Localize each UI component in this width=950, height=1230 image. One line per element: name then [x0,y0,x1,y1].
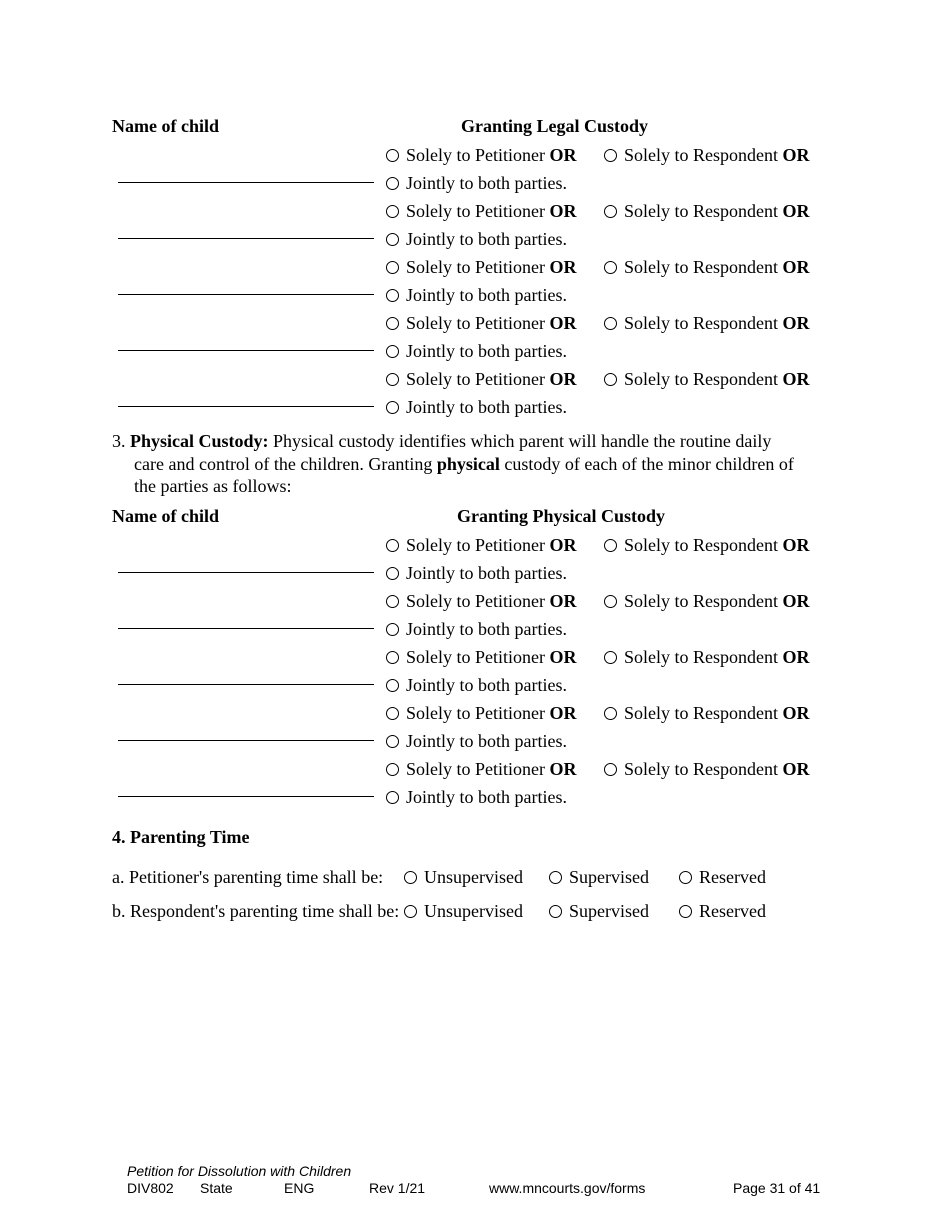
radio-icon[interactable] [604,763,617,776]
legal-solely-petitioner-option-5[interactable]: Solely to Petitioner OR [386,369,577,390]
radio-icon[interactable] [386,791,399,804]
radio-icon[interactable] [604,149,617,162]
radio-icon[interactable] [679,905,692,918]
petitioner-parenting-time-label: a. Petitioner's parenting time shall be: [112,867,384,887]
intro-text-a: Physical custody identifies which parent will handle the routine daily [268,431,772,451]
radio-icon[interactable] [604,261,617,274]
physical-solely-respondent-option-5[interactable]: Solely to Respondent OR [604,759,810,780]
legal-solely-respondent-option-2[interactable]: Solely to Respondent OR [604,201,810,222]
parenting-time-heading: 4. Parenting Time [112,827,250,847]
legal-jointly-option-3[interactable]: Jointly to both parties. [386,285,567,306]
footer-website[interactable]: www.mncourts.gov/forms [489,1180,646,1196]
intro-bold: Physical Custody: [130,431,269,451]
radio-icon[interactable] [386,317,399,330]
physical-solely-respondent-option-2[interactable]: Solely to Respondent OR [604,591,810,612]
respondent-reserved-option[interactable]: Reserved [679,901,766,922]
radio-icon[interactable] [404,905,417,918]
legal-solely-respondent-option-1[interactable]: Solely to Respondent OR [604,145,810,166]
legal-jointly-option-2[interactable]: Jointly to both parties. [386,229,567,250]
radio-icon[interactable] [386,539,399,552]
physical-jointly-option-4[interactable]: Jointly to both parties. [386,731,567,752]
footer-form-id: DIV802 [127,1180,174,1196]
legal-custody-header: Granting Legal Custody [461,116,649,136]
radio-icon[interactable] [386,373,399,386]
intro-number: 3. [112,431,126,451]
radio-icon[interactable] [386,149,399,162]
radio-icon[interactable] [549,871,562,884]
intro-text-c: custody of each of the minor children of [499,453,794,474]
petitioner-supervised-option[interactable]: Supervised [549,867,649,888]
legal-child-name-field-4[interactable] [118,350,374,351]
physical-jointly-option-3[interactable]: Jointly to both parties. [386,675,567,696]
physical-solely-petitioner-option-4[interactable]: Solely to Petitioner OR [386,703,577,724]
physical-custody-intro [112,430,832,498]
petitioner-unsupervised-option[interactable]: Unsupervised [404,867,523,888]
physical-jointly-option-2[interactable]: Jointly to both parties. [386,619,567,640]
radio-icon[interactable] [386,177,399,190]
physical-jointly-option-1[interactable]: Jointly to both parties. [386,563,567,584]
footer-jurisdiction: State [200,1180,233,1196]
footer-title: Petition for Dissolution with Children [127,1163,352,1179]
physical-solely-petitioner-option-3[interactable]: Solely to Petitioner OR [386,647,577,668]
respondent-supervised-option[interactable]: Supervised [549,901,649,922]
physical-name-of-child-header: Name of child [112,506,219,526]
radio-icon[interactable] [404,871,417,884]
radio-icon[interactable] [386,261,399,274]
legal-solely-respondent-option-3[interactable]: Solely to Respondent OR [604,257,810,278]
radio-icon[interactable] [604,707,617,720]
physical-solely-respondent-option-4[interactable]: Solely to Respondent OR [604,703,810,724]
respondent-unsupervised-option[interactable]: Unsupervised [404,901,523,922]
footer-page-number: Page 31 of 41 [733,1180,821,1196]
legal-solely-respondent-option-4[interactable]: Solely to Respondent OR [604,313,810,334]
physical-solely-respondent-option-3[interactable]: Solely to Respondent OR [604,647,810,668]
legal-solely-petitioner-option-1[interactable]: Solely to Petitioner OR [386,145,577,166]
physical-custody-header: Granting Physical Custody [457,506,666,526]
radio-icon[interactable] [679,871,692,884]
radio-icon[interactable] [604,317,617,330]
physical-child-name-field-4[interactable] [118,740,374,741]
respondent-parenting-time-label: b. Respondent's parenting time shall be: [112,901,400,921]
legal-solely-petitioner-option-4[interactable]: Solely to Petitioner OR [386,313,577,334]
radio-icon[interactable] [604,205,617,218]
intro-text-d: the parties as follows: [134,476,292,496]
intro-bold-2: physical [436,453,500,474]
physical-jointly-option-5[interactable]: Jointly to both parties. [386,787,567,808]
physical-solely-petitioner-option-1[interactable]: Solely to Petitioner OR [386,535,577,556]
physical-solely-petitioner-option-2[interactable]: Solely to Petitioner OR [386,591,577,612]
intro-text-b: care and control of the children. Granting [134,453,437,474]
radio-icon[interactable] [386,289,399,302]
physical-solely-petitioner-option-5[interactable]: Solely to Petitioner OR [386,759,577,780]
legal-name-of-child-header: Name of child [112,116,219,136]
petitioner-reserved-option[interactable]: Reserved [679,867,766,888]
legal-child-name-field-3[interactable] [118,294,374,295]
legal-jointly-option-4[interactable]: Jointly to both parties. [386,341,567,362]
radio-icon[interactable] [604,373,617,386]
physical-child-name-field-5[interactable] [118,796,374,797]
legal-solely-petitioner-option-3[interactable]: Solely to Petitioner OR [386,257,577,278]
radio-icon[interactable] [386,735,399,748]
footer-revision: Rev 1/21 [369,1180,426,1196]
physical-child-name-field-1[interactable] [118,572,374,573]
legal-jointly-option-1[interactable]: Jointly to both parties. [386,173,567,194]
radio-icon[interactable] [604,595,617,608]
legal-jointly-option-5[interactable]: Jointly to both parties. [386,397,567,418]
radio-icon[interactable] [386,345,399,358]
legal-solely-petitioner-option-2[interactable]: Solely to Petitioner OR [386,201,577,222]
radio-icon[interactable] [386,205,399,218]
legal-solely-respondent-option-5[interactable]: Solely to Respondent OR [604,369,810,390]
physical-solely-respondent-option-1[interactable]: Solely to Respondent OR [604,535,810,556]
radio-icon[interactable] [386,623,399,636]
radio-icon[interactable] [386,595,399,608]
footer-language: ENG [284,1180,315,1196]
physical-child-name-field-3[interactable] [118,684,374,685]
radio-icon[interactable] [386,401,399,414]
radio-icon[interactable] [386,707,399,720]
legal-child-name-field-5[interactable] [118,406,374,407]
physical-child-name-field-2[interactable] [118,628,374,629]
radio-icon[interactable] [386,233,399,246]
radio-icon[interactable] [386,679,399,692]
radio-icon[interactable] [386,567,399,580]
radio-icon[interactable] [604,539,617,552]
legal-child-name-field-1[interactable] [118,182,374,183]
legal-child-name-field-2[interactable] [118,238,374,239]
radio-icon[interactable] [386,651,399,664]
radio-icon[interactable] [386,763,399,776]
radio-icon[interactable] [604,651,617,664]
radio-icon[interactable] [549,905,562,918]
